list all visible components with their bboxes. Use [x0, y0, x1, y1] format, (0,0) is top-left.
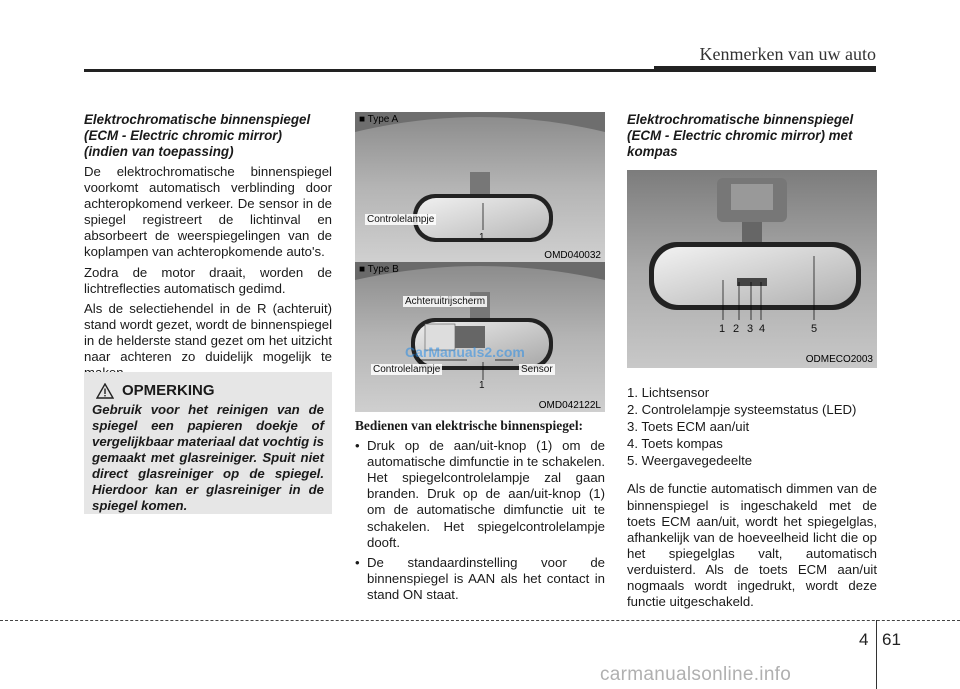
middle-bullets [355, 438, 605, 603]
list-item: 1. Lichtsensor [627, 385, 710, 400]
compass-figure-code: ODMECO2003 [805, 354, 873, 365]
right-column-text [627, 385, 877, 614]
component-list [627, 385, 877, 469]
compass-callout-3: 3 [747, 323, 754, 335]
left-section-title: Elektrochromatische binnenspiegel (ECM - Electric chromic mirror) (indien van toepassing) [84, 112, 311, 159]
left-column [84, 112, 332, 385]
running-header: Kenmerken van uw auto [699, 44, 876, 64]
figure-b-callout-1: 1 [479, 380, 485, 391]
chapter-number: 4 [859, 630, 869, 649]
header-rule-accent [654, 66, 876, 72]
mirror-photo-compass [627, 170, 877, 368]
figure-b-label-screen: Achteruitrijscherm [405, 296, 486, 307]
compass-callout-5: 5 [811, 323, 818, 335]
middle-column-text [355, 418, 605, 607]
figure-b-label-sensor: Sensor [521, 364, 553, 375]
footer-divider [876, 620, 877, 689]
figure-b-watermark: CarManuals2.com [405, 344, 525, 360]
compass-callout-1: 1 [719, 323, 726, 335]
compass-callout-2: 2 [733, 323, 740, 335]
right-paragraph: Als de functie automatisch dimmen van de binnenspiegel is ingeschakeld met de toets ECM aan/uit, wordt het spiegelglas, afhankelijk van de hoeveelheid licht die op het spiegelglas valt, automatisch verduisterd. Als de toets ECM aan/uit nogmaals wordt ingedrukt, wordt deze functie uitgeschakeld. [627, 481, 877, 610]
figure-a-callout-1: 1 [479, 232, 485, 243]
list-item: 2. Controlelampje systeemstatus (LED) [627, 402, 857, 418]
warning-icon [96, 383, 114, 399]
note-box [84, 372, 332, 514]
list-item: 3. Toets ECM aan/uit [627, 419, 750, 435]
left-paragraph-1: De elektrochromatische binnenspiegel voorkomt automatisch verblinding door achteropkomend verkeer. De sensor in de spiegel registreert de lichtinval en absorbeert de weerspiegelingen van de koplampen van achteropkomende auto's. [84, 164, 332, 260]
list-item: 5. Weergavegedeelte [627, 453, 753, 469]
note-text: Gebruik voor het reinigen van de spiegel een papieren doekje of vergelijkbaar materiaal dat vochtig is gemaakt met glasreiniger. Spuit niet direct glasreiniger op de spiegel. Hierdoor kan er glasreiniger in de spiegel komen. [92, 402, 324, 513]
footer-watermark: carmanualsonline.info [600, 664, 792, 685]
bullet-item: • De standaardinstelling voor de binnenspiegel is AAN als het contact in stand ON staat. [355, 555, 605, 603]
list-item: 4. Toets kompas [627, 436, 723, 452]
page-number: 61 [882, 630, 901, 649]
left-paragraph-3: Als de selectiehendel in de R (achteruit) stand wordt gezet, wordt de binnenspiegel in de helderste stand gezet om het uitzicht naar achteren zo duidelijk mogelijk te [84, 300, 332, 365]
figure-b-label-controlelampje: Controlelampje [373, 364, 441, 375]
figure-type-b [355, 262, 605, 412]
footer-rule [0, 620, 960, 621]
middle-subheading: Bedienen van elektrische binnenspiegel: [355, 418, 584, 433]
type-a-tag: ■ Type A [359, 114, 399, 125]
note-heading: OPMERKING [122, 382, 215, 399]
left-paragraph-2: Zodra de motor draait, worden de lichtreflecties automatisch gedimd. [84, 264, 332, 296]
compass-callout-4: 4 [759, 323, 766, 335]
figure-compass [627, 170, 877, 368]
figure-b-code: OMD042122L [538, 400, 601, 411]
right-column-title: Elektrochromatische binnenspiegel (ECM - Electric chromic mirror) met kompas [627, 112, 854, 159]
figure-a-code: OMD040032 [544, 250, 601, 261]
figure-a-label-controlelampje: Controlelampje [367, 214, 435, 225]
figure-type-a [355, 112, 605, 262]
type-b-tag: ■ Type B [359, 264, 399, 275]
bullet-item: • Druk op de aan/uit-knop (1) om de automatische dimfunctie in te schakelen. Het spiegelcontrolelampje zal gaan branden. Druk op de aan/uit-knop (1) om de automatische dimfunctie uit te schakelen. Het spiegelcontrolelampje dooft. [355, 438, 605, 551]
